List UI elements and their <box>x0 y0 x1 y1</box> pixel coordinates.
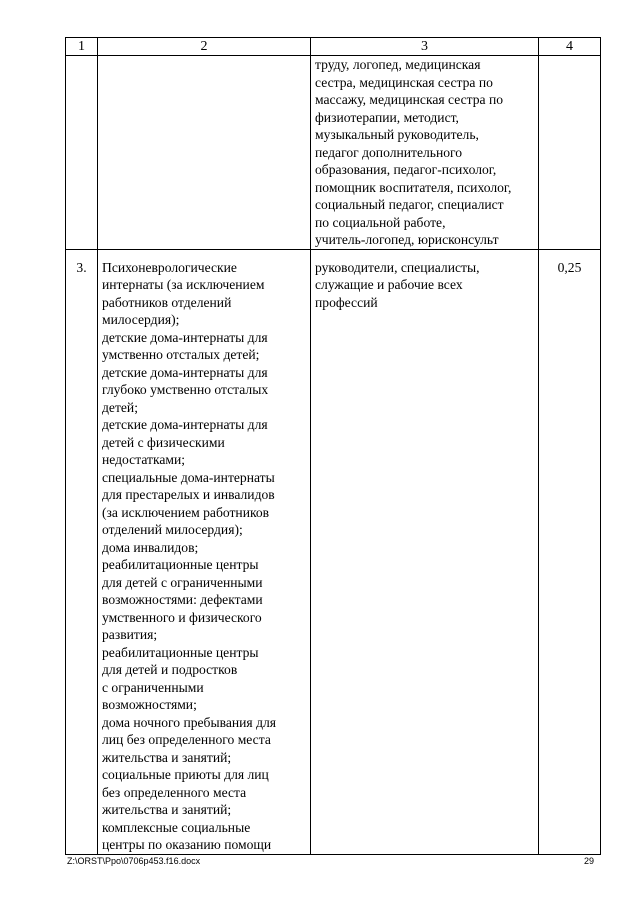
institutions-line: для детей и подростков <box>102 662 238 677</box>
institutions-line: Психоневрологические <box>102 259 237 275</box>
institutions-line: для детей с ограниченными <box>102 574 263 590</box>
institutions-line: комплексные социальные <box>102 819 251 835</box>
institutions-line: недостатками; <box>102 452 186 467</box>
institutions-line: развития; <box>102 627 158 642</box>
institutions-line: глубоко умственно отсталых <box>102 382 269 397</box>
positions-line: служащие и рабочие всех <box>315 277 463 292</box>
institutions-line: детские дома-интернаты для <box>102 329 268 345</box>
institutions-line: реабилитационные центры <box>102 557 259 572</box>
institutions-line: социальные приюты для лиц <box>102 767 269 782</box>
footer-file-path: Z:\ORST\Ppo\0706p453.f16.docx <box>67 856 201 866</box>
institutions-line: жительства и занятий; <box>102 749 232 765</box>
positions-cell <box>311 249 539 854</box>
institutions-line: возможностями: дефектами <box>102 592 263 607</box>
positions-line: руководители, специалисты, <box>315 259 480 275</box>
institutions-line: дома ночного пребывания для <box>102 714 277 730</box>
institutions-line: умственно отсталых детей; <box>102 347 260 362</box>
page-number: 29 <box>583 856 594 866</box>
coefficient-cell: 0,25 <box>539 249 601 854</box>
institutions-line: дома инвалидов; <box>102 539 199 555</box>
coefficient-cell <box>539 56 601 250</box>
institutions-line: возможностями; <box>102 697 197 712</box>
institutions-line: для престарелых и инвалидов <box>102 487 275 502</box>
institutions-line: детей с физическими <box>102 434 225 450</box>
positions-line: по социальной работе, <box>315 214 446 230</box>
positions-line: социальный педагог, специалист <box>315 197 504 212</box>
institutions-line: умственного и физического <box>102 609 262 625</box>
institutions-line: детей; <box>102 399 138 415</box>
institutions-line: центры по оказанию помощи <box>102 837 272 852</box>
document-table <box>65 37 601 855</box>
table-header-row <box>66 38 601 56</box>
institutions-line: работников отделений <box>102 294 232 310</box>
column-header-3: 3 <box>311 38 539 56</box>
institutions-line: милосердия); <box>102 312 180 327</box>
positions-line: физиотерапии, методист, <box>315 109 459 125</box>
table-row <box>66 249 601 854</box>
positions-line: педагог дополнительного <box>315 144 463 160</box>
row-number-cell: 3. <box>66 249 98 854</box>
institutions-line: лиц без определенного места <box>102 732 271 747</box>
positions-cell <box>311 56 539 250</box>
positions-line: профессий <box>315 294 378 310</box>
positions-line: труду, логопед, медицинская <box>315 57 481 72</box>
institutions-line: интернаты (за исключением <box>102 277 265 292</box>
positions-line: массажу, медицинская сестра по <box>315 92 504 107</box>
institutions-line: отделений милосердия); <box>102 522 243 537</box>
institutions-line: специальные дома-интернаты <box>102 469 275 485</box>
institutions-line: с ограниченными <box>102 679 204 695</box>
institutions-line: реабилитационные центры <box>102 644 259 660</box>
positions-line: образования, педагог-психолог, <box>315 162 497 177</box>
institutions-line: (за исключением работников <box>102 504 270 520</box>
row-number-cell <box>66 56 98 250</box>
institutions-line: детские дома-интернаты для <box>102 417 268 432</box>
column-header-4: 4 <box>539 38 601 56</box>
positions-line: учитель-логопед, юрисконсульт <box>315 232 499 247</box>
institutions-line: без определенного места <box>102 784 247 800</box>
institutions-cell <box>98 249 311 854</box>
table-row <box>66 56 601 250</box>
column-header-2: 2 <box>98 38 311 56</box>
positions-line: сестра, медицинская сестра по <box>315 74 493 90</box>
column-header-1: 1 <box>66 38 98 56</box>
positions-line: музыкальный руководитель, <box>315 127 479 142</box>
institutions-cell <box>98 56 311 250</box>
institutions-line: детские дома-интернаты для <box>102 364 268 380</box>
positions-line: помощник воспитателя, психолог, <box>315 179 512 195</box>
institutions-line: жительства и занятий; <box>102 802 232 817</box>
